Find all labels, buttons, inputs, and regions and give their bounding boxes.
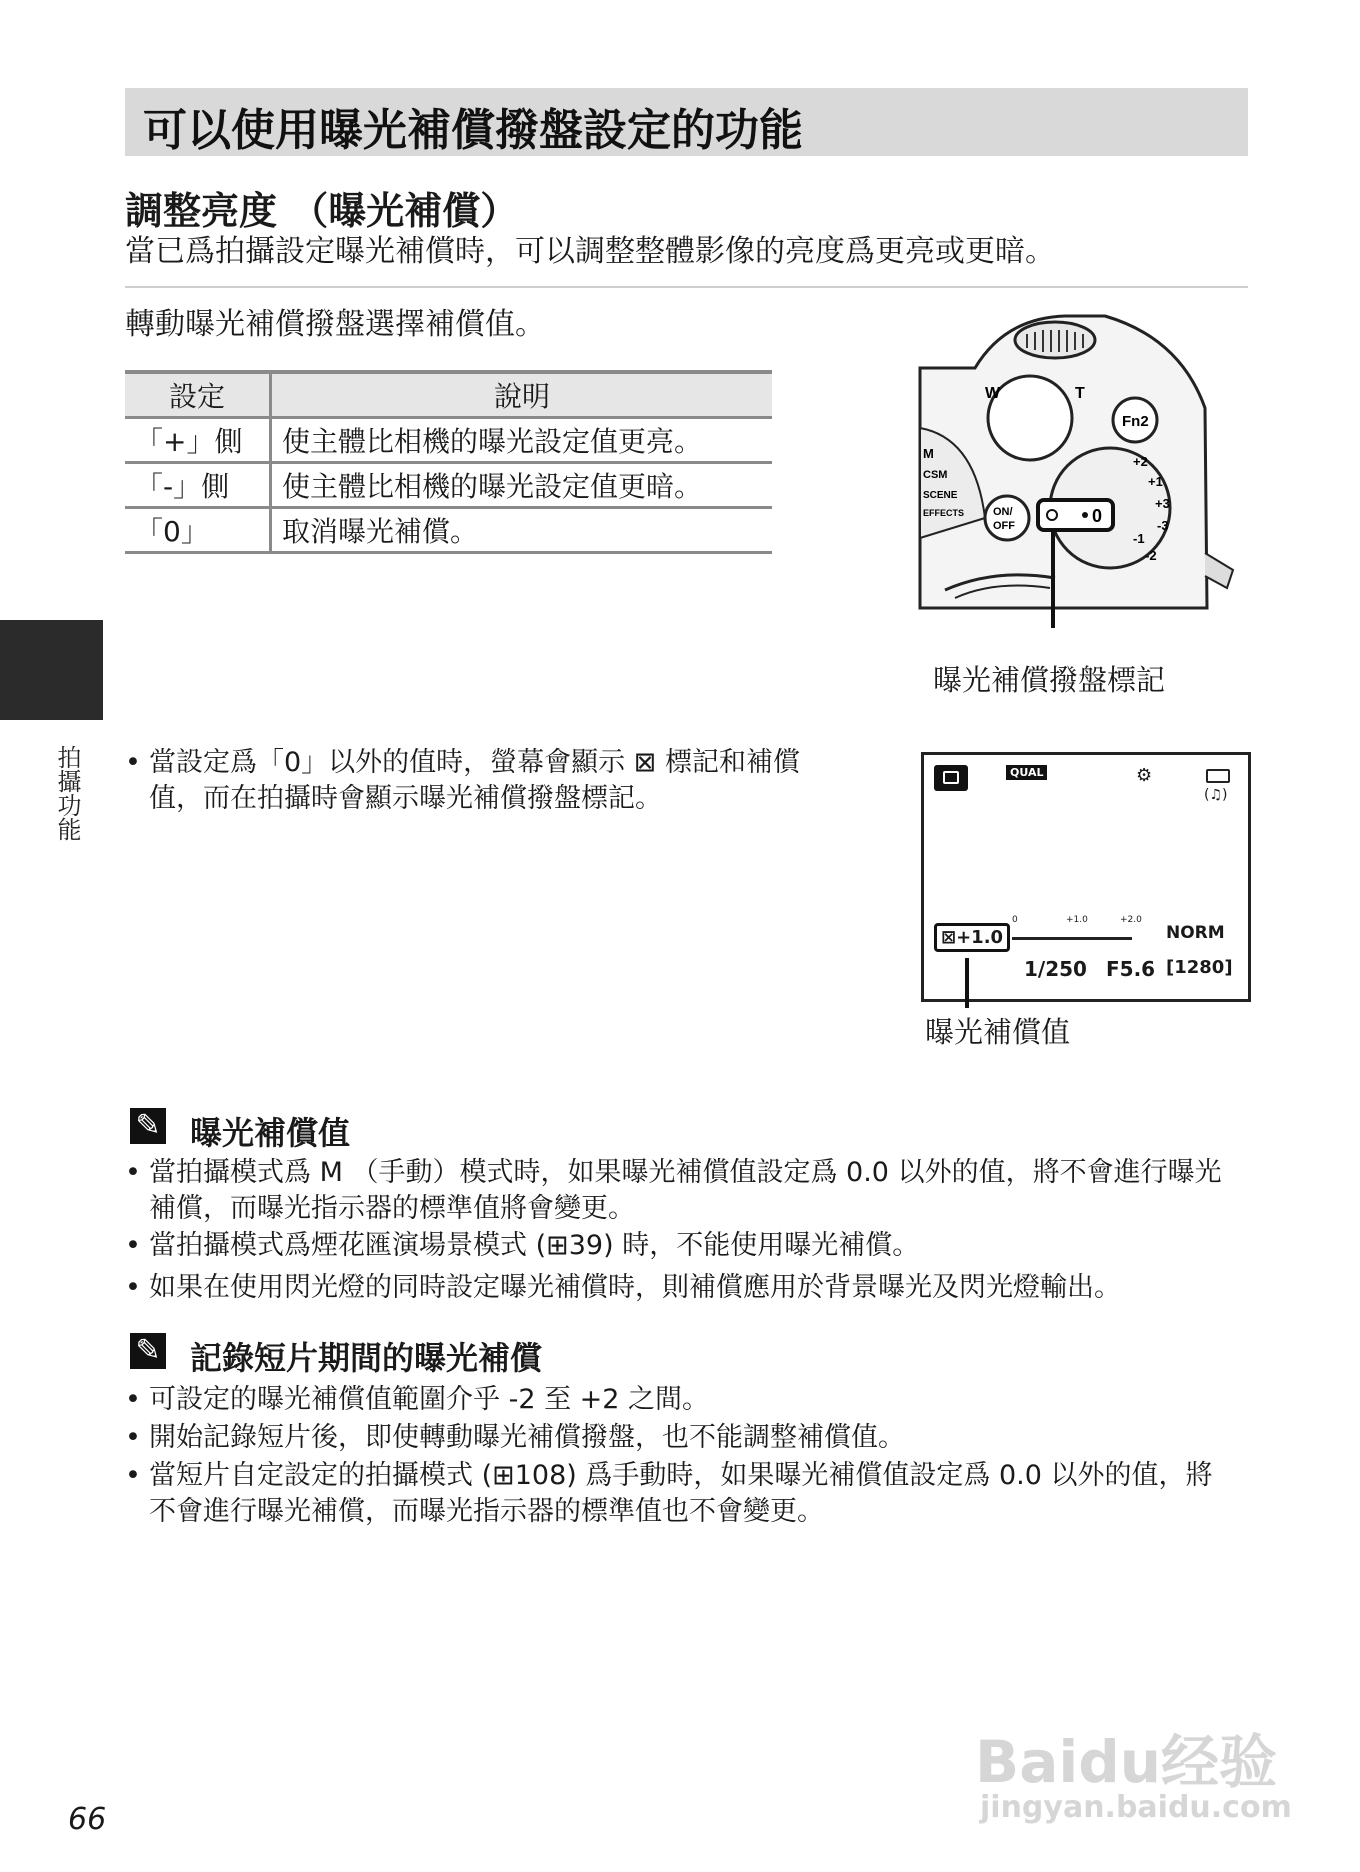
- note-line: 當短片自定設定的拍攝模式 (⊞108) 爲手動時，如果曝光補償值設定爲 0.0 以外的值，將: [149, 1460, 1213, 1491]
- lcd-screen: [921, 752, 1251, 1002]
- note-line: 開始記錄短片後，即使轉動曝光補償撥盤，也不能調整補償值。: [149, 1422, 905, 1453]
- mode-label: EFFECTS: [923, 508, 965, 518]
- camera-dial-illustration: [915, 308, 1235, 628]
- zoom-w-label: W: [985, 385, 1001, 402]
- aperture-value: F5.6: [1106, 957, 1156, 981]
- list-item: • 如果在使用閃光燈的同時設定曝光補償時，則補償應用於背景曝光及閃光燈輸出。: [125, 1270, 1248, 1306]
- dial-minus-label: -2: [1145, 548, 1157, 563]
- note-title: 記錄短片期間的曝光補償: [190, 1339, 543, 1377]
- table-row: [125, 463, 772, 508]
- table-cell-setting: 「0」: [125, 508, 271, 553]
- svg-text:ON/: ON/: [993, 506, 1013, 518]
- watermark-url: jingyan.baidu.com: [980, 1790, 1292, 1825]
- scale-label: 0: [1012, 915, 1018, 925]
- note-line: 當拍攝模式爲 M （手動）模式時，如果曝光補償值設定爲 0.0 以外的值，將不會進行曝光: [149, 1157, 1222, 1188]
- quality-badge: QUAL: [1006, 765, 1047, 780]
- stabilizer-icon: ⚙: [1136, 765, 1153, 786]
- dial-plus-label: +3: [1155, 496, 1170, 511]
- table-header-setting: 設定: [125, 372, 271, 418]
- note-line: 如果在使用閃光燈的同時設定曝光補償時，則補償應用於背景曝光及閃光燈輸出。: [149, 1272, 1121, 1303]
- lcd-callout-line: [965, 958, 969, 1008]
- table-cell-setting: 「-」側: [125, 463, 271, 508]
- list-item: • 可設定的曝光補償值範圍介乎 -2 至 +2 之間。: [125, 1382, 1248, 1418]
- exposure-scale: [1012, 927, 1132, 940]
- scale-label: +1.0: [1066, 915, 1088, 925]
- table-row: [125, 418, 772, 463]
- page-title-bar: [125, 88, 1248, 156]
- ev-value-indicator: [934, 923, 1010, 952]
- zoom-t-label: T: [1075, 385, 1085, 402]
- dial-zero-label: 0: [1092, 506, 1103, 526]
- mode-label: CSM: [923, 469, 948, 481]
- ev-compensation-icon: ⊠: [941, 927, 957, 948]
- bullet-line: 當設定爲「0」以外的值時，螢幕會顯示 ⊠ 標記和補償: [149, 747, 800, 778]
- instruction-text: 轉動曝光補償撥盤選擇補償值。: [125, 307, 545, 342]
- image-quality-label: NORM: [1166, 923, 1225, 943]
- table-cell-description: 使主體比相機的曝光設定值更亮。: [271, 418, 773, 463]
- scale-label: +2.0: [1120, 915, 1142, 925]
- note-line: 當拍攝模式爲煙花匯演場景模式 (⊞39) 時，不能使用曝光補償。: [149, 1230, 920, 1261]
- divider: [125, 286, 1248, 288]
- battery-icon: [1206, 769, 1230, 783]
- list-item: • 當短片自定設定的拍攝模式 (⊞108) 爲手動時，如果曝光補償值設定爲 0.0 以外的值，將 不會進行曝光補償，而曝光指示器的標準值也不會變更。: [125, 1458, 1248, 1530]
- section-intro: 當已爲拍攝設定曝光補償時，可以調整整體影像的亮度爲更亮或更暗。: [125, 234, 1055, 269]
- mode-label: M: [923, 446, 934, 461]
- dial-caption: 曝光補償撥盤標記: [933, 663, 1166, 697]
- svg-text:OFF: OFF: [993, 520, 1015, 532]
- note-line: 補償，而曝光指示器的標準值將會變更。: [149, 1193, 635, 1224]
- bullet-line: 值，而在拍攝時會顯示曝光補償撥盤標記。: [149, 783, 662, 814]
- page-title: 可以使用曝光補償撥盤設定的功能: [143, 105, 803, 156]
- note-title: 曝光補償值: [190, 1114, 351, 1152]
- list-item: • 當設定爲「0」以外的值時，螢幕會顯示 ⊠ 標記和補償 值，而在拍攝時會顯示曝光補償撥盤標記。: [125, 745, 885, 825]
- list-item: • 開始記錄短片後，即使轉動曝光補償撥盤，也不能調整補償值。: [125, 1420, 1248, 1456]
- remaining-shots: [1280]: [1166, 957, 1233, 978]
- dial-minus-label: -3: [1157, 518, 1169, 533]
- list-item: • 當拍攝模式爲煙花匯演場景模式 (⊞39) 時，不能使用曝光補償。: [125, 1228, 1248, 1264]
- table-cell-setting: 「+」側: [125, 418, 271, 463]
- table-cell-description: 取消曝光補償。: [271, 508, 773, 553]
- chapter-label: 拍攝功能: [53, 745, 81, 841]
- chapter-tab: [0, 620, 103, 720]
- note-line: 不會進行曝光補償，而曝光指示器的標準值也不會變更。: [149, 1496, 824, 1527]
- note-pencil-icon: ✎: [130, 1333, 166, 1369]
- shutter-button-icon: [988, 376, 1072, 460]
- dial-minus-label: -1: [1133, 531, 1145, 546]
- list-item: • 當拍攝模式爲 M （手動）模式時，如果曝光補償值設定爲 0.0 以外的值，將不會進行曝光 補償，而曝光指示器的標準值將會變更。: [125, 1155, 1248, 1227]
- settings-table: [125, 370, 772, 554]
- dial-plus-label: +1: [1148, 474, 1163, 489]
- vr-icon: (♫): [1204, 787, 1228, 803]
- ev-value: +1.0: [956, 927, 1004, 948]
- table-row: [125, 508, 772, 553]
- camera-mode-icon: [934, 765, 968, 791]
- note-line: 可設定的曝光補償值範圍介乎 -2 至 +2 之間。: [149, 1384, 710, 1415]
- mode-label: SCENE: [923, 490, 958, 501]
- shutter-speed: 1/250: [1024, 957, 1087, 981]
- note-pencil-icon: ✎: [130, 1108, 166, 1144]
- table-cell-description: 使主體比相機的曝光設定值更暗。: [271, 463, 773, 508]
- watermark-logo: Baidu经验: [975, 1728, 1278, 1796]
- power-button-icon: [985, 496, 1029, 540]
- table-header-description: 說明: [271, 372, 773, 418]
- lcd-caption: 曝光補償值: [925, 1015, 1071, 1049]
- table-header-row: [125, 372, 772, 418]
- section-heading: 調整亮度 （曝光補償）: [125, 189, 519, 233]
- dial-plus-label: +2: [1133, 454, 1148, 469]
- fn2-label: Fn2: [1122, 413, 1149, 430]
- page-number: 66: [68, 1802, 107, 1837]
